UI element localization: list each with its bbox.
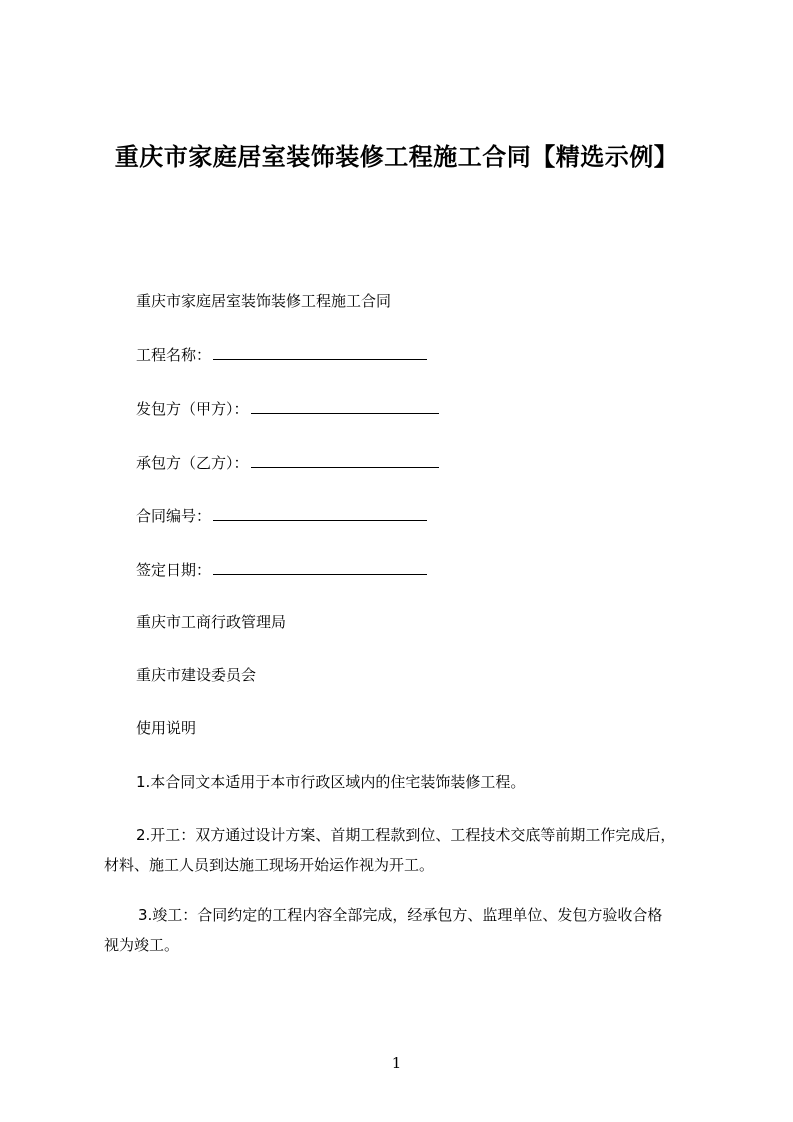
issuer-commerce-bureau: 重庆市工商行政管理局 — [136, 613, 287, 631]
field-label: 合同编号： — [136, 507, 212, 525]
instructions-heading: 使用说明 — [136, 719, 197, 737]
clause-3 — [104, 900, 704, 960]
clause-3-line-1: 3.竣工：合同约定的工程内容全部完成，经承包方、监理单位、发包方验收合格 — [138, 906, 663, 924]
clause-2-line-1: 2.开工：双方通过设计方案、首期工程款到位、工程技术交底等前期工作完成后， — [136, 826, 676, 844]
field-party-b — [136, 451, 439, 474]
issuer-construction-committee: 重庆市建设委员会 — [136, 666, 257, 684]
field-contract-number — [136, 504, 427, 527]
blank-line — [213, 343, 427, 360]
blank-line — [251, 451, 439, 468]
field-sign-date — [136, 558, 427, 581]
page-number: 1 — [391, 1054, 402, 1072]
field-label: 签定日期： — [136, 561, 212, 579]
field-label: 工程名称： — [136, 346, 212, 364]
field-label: 发包方（甲方）： — [136, 400, 249, 418]
contract-subtitle: 重庆市家庭居室装饰装修工程施工合同 — [136, 292, 392, 310]
clause-1: 1.本合同文本适用于本市行政区域内的住宅装饰装修工程。 — [136, 773, 526, 791]
field-label: 承包方（乙方）： — [136, 454, 249, 472]
clause-3-line-2: 视为竣工。 — [104, 936, 180, 954]
blank-line — [213, 504, 427, 521]
blank-line — [251, 397, 439, 414]
document-title: 重庆市家庭居室装饰装修工程施工合同【精选示例】 — [114, 143, 679, 171]
clause-2-line-2: 材料、施工人员到达施工现场开始运作视为开工。 — [104, 856, 435, 874]
field-party-a — [136, 397, 439, 420]
field-project-name — [136, 343, 427, 366]
blank-line — [213, 558, 427, 575]
clause-2 — [104, 820, 704, 880]
